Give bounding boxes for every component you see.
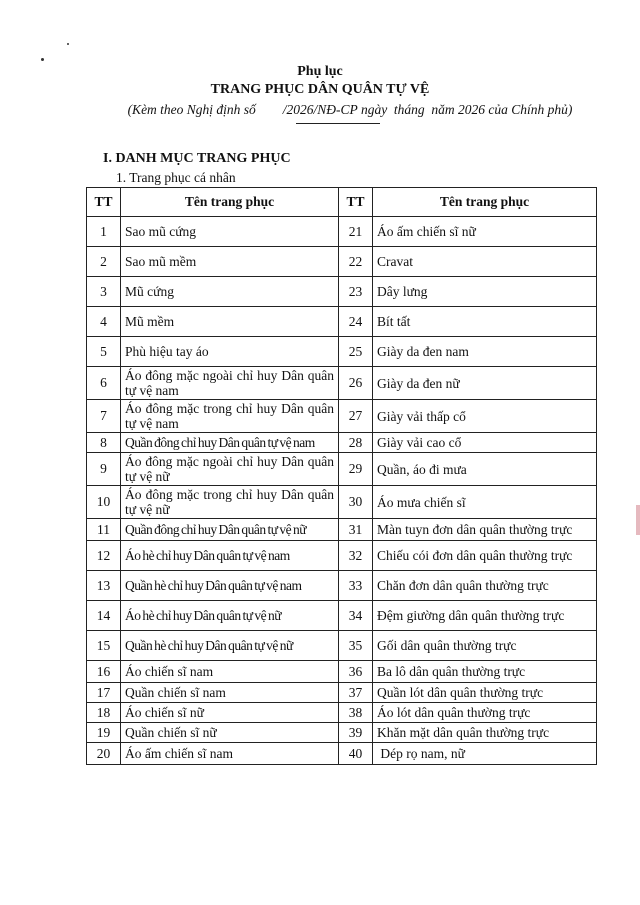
item-name: Ba lô dân quân thường trực bbox=[373, 661, 597, 683]
item-name: Giày vải thấp cổ bbox=[373, 400, 597, 433]
scan-speck bbox=[41, 58, 44, 61]
item-number: 30 bbox=[339, 486, 373, 519]
item-name: Mũ cứng bbox=[121, 277, 339, 307]
table-row bbox=[87, 337, 597, 367]
item-number: 12 bbox=[87, 541, 121, 571]
item-number: 20 bbox=[87, 743, 121, 765]
col-header-tt: TT bbox=[339, 188, 373, 217]
item-number: 28 bbox=[339, 433, 373, 453]
item-name: Áo đông mặc trong chỉ huy Dân quân tự vệ nữ bbox=[121, 486, 339, 519]
table-row bbox=[87, 247, 597, 277]
item-number: 27 bbox=[339, 400, 373, 433]
item-name: Quần hè chỉ huy Dân quân tự vệ nam bbox=[121, 571, 339, 601]
document-title: TRANG PHỤC DÂN QUÂN TỰ VỆ bbox=[210, 82, 430, 97]
item-name: Áo chiến sĩ nữ bbox=[121, 703, 339, 723]
item-number: 17 bbox=[87, 683, 121, 703]
item-number: 14 bbox=[87, 601, 121, 631]
item-number: 35 bbox=[339, 631, 373, 661]
item-number: 10 bbox=[87, 486, 121, 519]
section-heading: I. DANH MỤC TRANG PHỤC bbox=[103, 151, 291, 166]
col-header-name: Tên trang phục bbox=[373, 188, 597, 217]
item-number: 31 bbox=[339, 519, 373, 541]
item-name: Khăn mặt dân quân thường trực bbox=[373, 723, 597, 743]
item-number: 8 bbox=[87, 433, 121, 453]
item-number: 13 bbox=[87, 571, 121, 601]
item-name: Chiếu cói đơn dân quân thường trực bbox=[373, 541, 597, 571]
table-row bbox=[87, 703, 597, 723]
table-row bbox=[87, 486, 597, 519]
col-header-tt: TT bbox=[87, 188, 121, 217]
item-name: Dây lưng bbox=[373, 277, 597, 307]
item-number: 23 bbox=[339, 277, 373, 307]
table-row bbox=[87, 541, 597, 571]
item-name: Áo ấm chiến sĩ nam bbox=[121, 743, 339, 765]
item-name: Cravat bbox=[373, 247, 597, 277]
item-name: Áo ấm chiến sĩ nữ bbox=[373, 217, 597, 247]
table-row bbox=[87, 367, 597, 400]
item-number: 21 bbox=[339, 217, 373, 247]
item-name: Phù hiệu tay áo bbox=[121, 337, 339, 367]
item-number: 36 bbox=[339, 661, 373, 683]
item-name: Quần chiến sĩ nữ bbox=[121, 723, 339, 743]
appendix-label: Phụ lục bbox=[297, 64, 343, 79]
item-number: 39 bbox=[339, 723, 373, 743]
item-name: Sao mũ mềm bbox=[121, 247, 339, 277]
item-number: 24 bbox=[339, 307, 373, 337]
item-name: Đệm giường dân quân thường trực bbox=[373, 601, 597, 631]
item-number: 34 bbox=[339, 601, 373, 631]
table-row bbox=[87, 519, 597, 541]
table-row bbox=[87, 601, 597, 631]
item-number: 3 bbox=[87, 277, 121, 307]
item-name: Áo chiến sĩ nam bbox=[121, 661, 339, 683]
item-number: 6 bbox=[87, 367, 121, 400]
col-header-name: Tên trang phục bbox=[121, 188, 339, 217]
table-row bbox=[87, 217, 597, 247]
item-name: Quần đông chỉ huy Dân quân tự vệ nữ bbox=[121, 519, 339, 541]
scan-speck bbox=[67, 43, 69, 45]
table-header-row bbox=[87, 188, 597, 217]
item-number: 38 bbox=[339, 703, 373, 723]
item-number: 19 bbox=[87, 723, 121, 743]
item-name: Mũ mềm bbox=[121, 307, 339, 337]
table-row bbox=[87, 743, 597, 765]
document-subtitle: (Kèm theo Nghị định số /2026/NĐ-CP ngày tháng năm 2026 của Chính phủ) bbox=[127, 102, 573, 117]
item-number: 1 bbox=[87, 217, 121, 247]
item-name: Sao mũ cứng bbox=[121, 217, 339, 247]
table-row bbox=[87, 571, 597, 601]
item-number: 37 bbox=[339, 683, 373, 703]
item-name: Áo lót dân quân thường trực bbox=[373, 703, 597, 723]
item-name: Bít tất bbox=[373, 307, 597, 337]
item-number: 18 bbox=[87, 703, 121, 723]
item-name: Giày da đen nữ bbox=[373, 367, 597, 400]
costume-table bbox=[86, 187, 597, 765]
item-name: Gối dân quân thường trực bbox=[373, 631, 597, 661]
item-number: 7 bbox=[87, 400, 121, 433]
table-row bbox=[87, 433, 597, 453]
item-number: 5 bbox=[87, 337, 121, 367]
item-number: 2 bbox=[87, 247, 121, 277]
item-name: Áo hè chỉ huy Dân quân tự vệ nam bbox=[121, 541, 339, 571]
table-row bbox=[87, 400, 597, 433]
subsection-heading: 1. Trang phục cá nhân bbox=[116, 170, 236, 185]
item-name: Áo đông mặc ngoài chỉ huy Dân quân tự vệ nữ bbox=[121, 453, 339, 486]
table-row bbox=[87, 453, 597, 486]
item-name: Màn tuyn đơn dân quân thường trực bbox=[373, 519, 597, 541]
item-name: Quần đông chỉ huy Dân quân tự vệ nam bbox=[121, 433, 339, 453]
item-name: Quần chiến sĩ nam bbox=[121, 683, 339, 703]
item-number: 4 bbox=[87, 307, 121, 337]
item-name: Quần hè chỉ huy Dân quân tự vệ nữ bbox=[121, 631, 339, 661]
item-name: Giày da đen nam bbox=[373, 337, 597, 367]
subtitle-underline bbox=[296, 123, 380, 124]
table-row bbox=[87, 683, 597, 703]
item-name: Áo đông mặc ngoài chỉ huy Dân quân tự vệ nam bbox=[121, 367, 339, 400]
item-name: Áo mưa chiến sĩ bbox=[373, 486, 597, 519]
item-number: 33 bbox=[339, 571, 373, 601]
item-name: Chăn đơn dân quân thường trực bbox=[373, 571, 597, 601]
scan-edge-mark bbox=[636, 505, 640, 535]
item-number: 40 bbox=[339, 743, 373, 765]
item-number: 32 bbox=[339, 541, 373, 571]
table-row bbox=[87, 631, 597, 661]
item-number: 15 bbox=[87, 631, 121, 661]
item-number: 26 bbox=[339, 367, 373, 400]
item-name: Quần lót dân quân thường trực bbox=[373, 683, 597, 703]
table-row bbox=[87, 723, 597, 743]
item-name: Giày vải cao cổ bbox=[373, 433, 597, 453]
item-name: Áo hè chỉ huy Dân quân tự vệ nữ bbox=[121, 601, 339, 631]
item-number: 25 bbox=[339, 337, 373, 367]
item-name: Dép rọ nam, nữ bbox=[373, 743, 597, 765]
item-name: Quần, áo đi mưa bbox=[373, 453, 597, 486]
item-number: 9 bbox=[87, 453, 121, 486]
item-number: 16 bbox=[87, 661, 121, 683]
table-row bbox=[87, 277, 597, 307]
table-row bbox=[87, 307, 597, 337]
item-number: 22 bbox=[339, 247, 373, 277]
item-number: 29 bbox=[339, 453, 373, 486]
table-row bbox=[87, 661, 597, 683]
item-number: 11 bbox=[87, 519, 121, 541]
item-name: Áo đông mặc trong chỉ huy Dân quân tự vệ nam bbox=[121, 400, 339, 433]
